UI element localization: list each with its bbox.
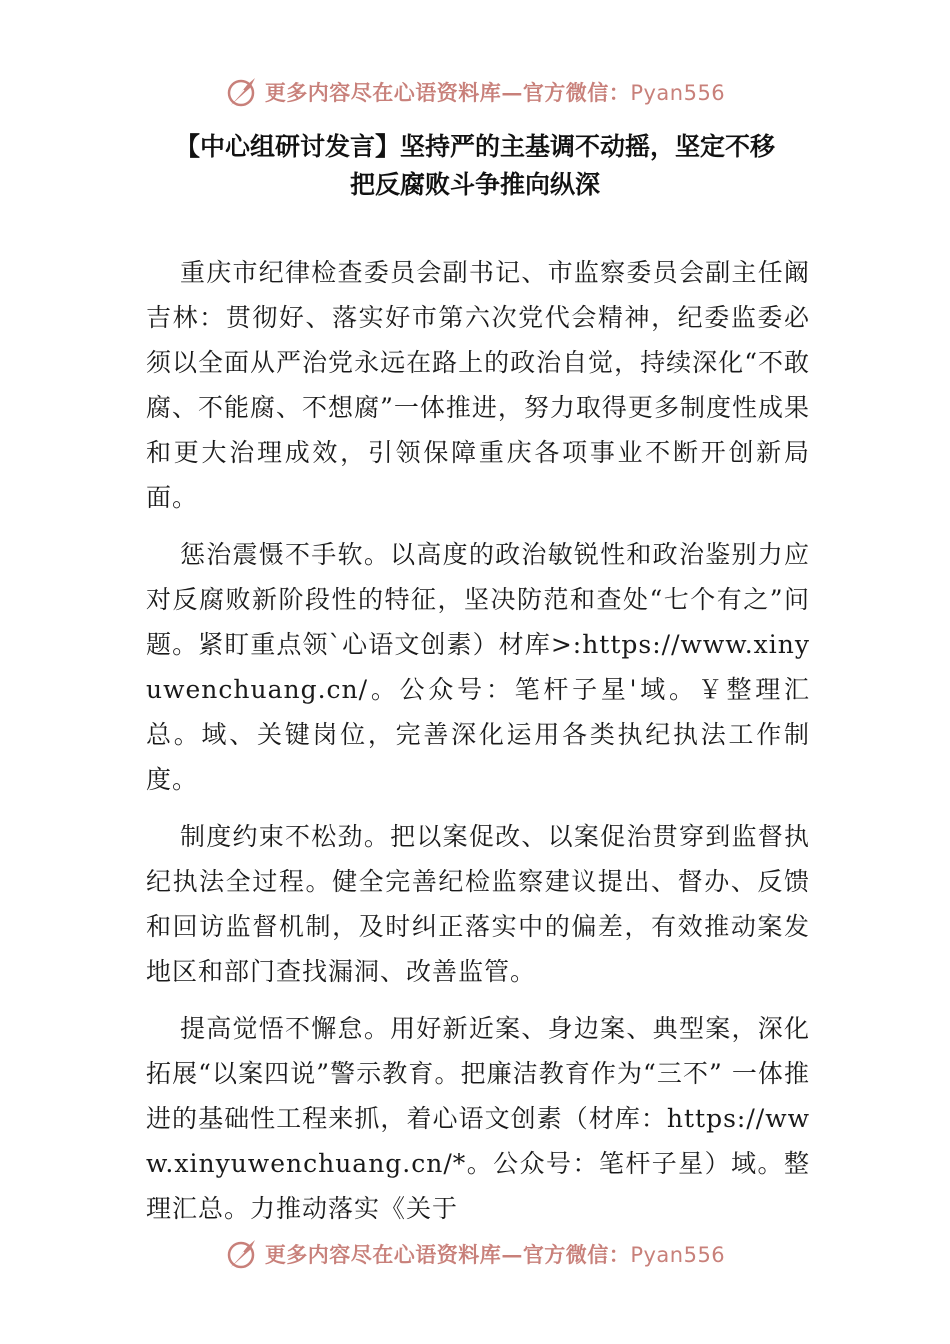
watermark-wechat-id: Pyan556 (630, 1243, 726, 1267)
watermark-wechat-label: 官方微信： (522, 80, 631, 105)
quill-pen-circle-icon (225, 1237, 259, 1271)
body-paragraph-1: 重庆市纪律检查委员会副书记、市监察委员会副主任阚吉林：贯彻好、落实好市第六次党代会精神，纪委监委必须以全面从严治党永远在路上的政治自觉，持续深化“不敢腐、不能腐、不想腐”一体推进，努力取得更多制度性成果和更大治理成效，引领保障重庆各项事业不断开创新局面。 (146, 258, 810, 512)
quill-pen-circle-icon (225, 75, 259, 109)
watermark-main-text: 更多内容尽在心语资料库 (264, 80, 502, 105)
document-title (100, 128, 850, 204)
watermark-dash: — (501, 1242, 523, 1267)
watermark-wechat-label: 官方微信： (522, 1242, 631, 1267)
watermark-text (265, 1239, 725, 1269)
watermark-banner-bottom (0, 1232, 950, 1276)
watermark-wechat-id: Pyan556 (630, 81, 726, 105)
watermark-dash: — (501, 80, 523, 105)
watermark-main-text: 更多内容尽在心语资料库 (264, 1242, 502, 1267)
document-title-line-2: 把反腐败斗争推向纵深 (349, 170, 600, 199)
watermark-banner-top (0, 70, 950, 114)
body-paragraph-4: 提高觉悟不懈怠。用好新近案、身边案、典型案，深化拓展“以案四说”警示教育。把廉洁教育作为“三不” 一体推进的基础性工程来抓，着心语文创素（材库：https://www.xinyuwenchuang.cn/*。公众号：笔杆子星）域。整理汇总。力推动落实《关于 (146, 1014, 810, 1223)
document-body (146, 250, 810, 1243)
body-paragraph-2: 惩治震慑不手软。以高度的政治敏锐性和政治鉴别力应对反腐败新阶段性的特征，坚决防范和查处“七个有之”问题。紧盯重点领`心语文创素）材库>:https://www.xinyuwenchuang.cn/。公众号：笔杆子星'域。￥整理汇总。域、关键岗位，完善深化运用各类执纪执法工作制度。 (146, 540, 810, 794)
watermark-text (265, 77, 725, 107)
body-paragraph-3: 制度约束不松劲。把以案促改、以案促治贯穿到监督执纪执法全过程。健全完善纪检监察建议提出、督办、反馈和回访监督机制，及时纠正落实中的偏差，有效推动案发地区和部门查找漏洞、改善监管。 (146, 822, 810, 986)
document-title-line-1: 【中心组研讨发言】坚持严的主基调不动摇，坚定不移 (174, 132, 775, 161)
